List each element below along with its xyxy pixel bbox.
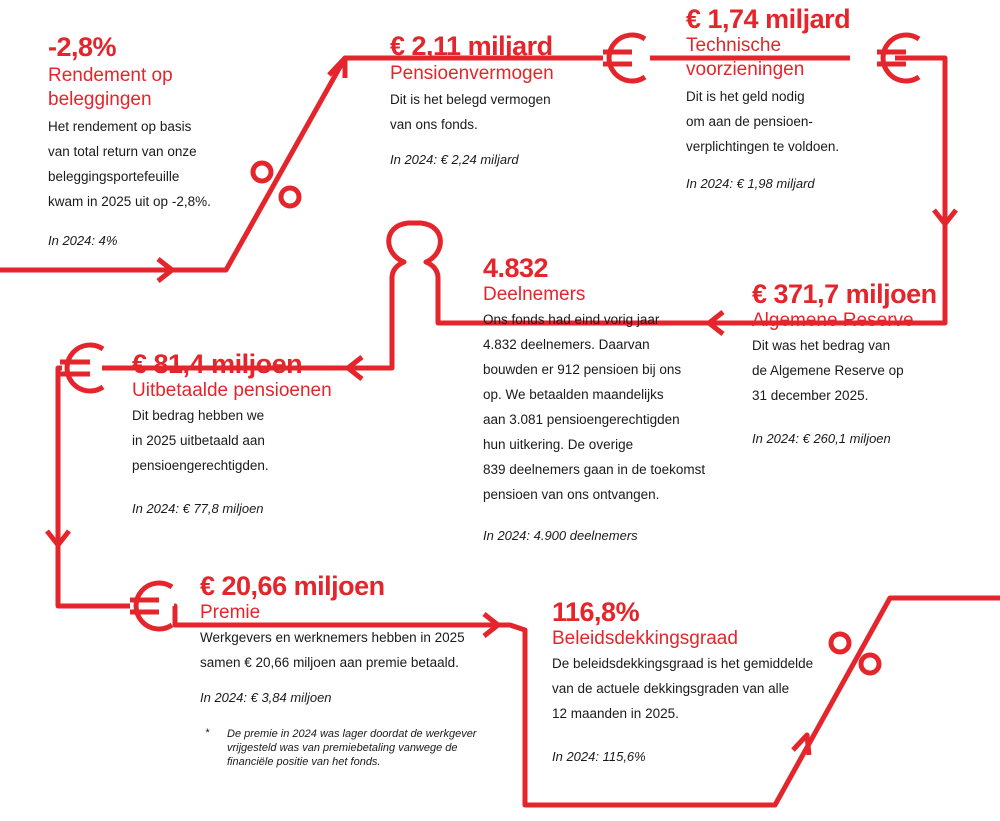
uitbetaalde-pensioenen-block bbox=[132, 349, 332, 518]
rendement-value: -2,8% bbox=[48, 32, 117, 62]
euro-icon bbox=[603, 35, 645, 81]
premie-value: € 20,66 miljoen bbox=[200, 571, 385, 601]
rendement-block bbox=[48, 32, 211, 250]
rendement-label: Rendement op beleggingen bbox=[48, 65, 173, 110]
premie-label: Premie bbox=[200, 602, 261, 623]
premie-block bbox=[200, 571, 465, 707]
premie-footnote: De premie in 2024 was lager doordat de werkgever vrijgesteld was van premiebetaling vanwege de financiële positie van het fonds. bbox=[227, 728, 477, 768]
algemene-reserve-previous: In 2024: € 260,1 miljoen bbox=[752, 431, 891, 446]
technische-voorzieningen-block bbox=[686, 4, 850, 193]
technische-voorzieningen-previous: In 2024: € 1,98 miljard bbox=[686, 176, 815, 191]
pensioenvermogen-value: € 2,11 miljard bbox=[390, 31, 553, 61]
premie-previous: In 2024: € 3,84 miljoen bbox=[200, 690, 332, 705]
technische-voorzieningen-text: Dit is het geld nodig om aan de pensioen- verplichtingen te voldoen. bbox=[686, 89, 840, 154]
pensioenvermogen-text: Dit is het belegd vermogen van ons fonds. bbox=[390, 92, 551, 132]
algemene-reserve-text: Dit was het bedrag van de Algemene Reserve op 31 december 2025. bbox=[752, 338, 904, 403]
uitbetaalde-pensioenen-previous: In 2024: € 77,8 miljoen bbox=[132, 501, 264, 516]
beleidsdekkingsgraad-text: De beleidsdekkingsgraad is het gemiddelde van de actuele dekkingsgraden van alle 12 maanden in 2025. bbox=[552, 656, 814, 721]
footnote-marker: * bbox=[205, 727, 210, 739]
euro-icon bbox=[130, 583, 172, 629]
beleidsdekkingsgraad-block bbox=[552, 597, 813, 766]
algemene-reserve-value: € 371,7 miljoen bbox=[752, 279, 937, 309]
deelnemers-block bbox=[483, 253, 705, 545]
pensioenvermogen-previous: In 2024: € 2,24 miljard bbox=[390, 152, 519, 167]
deelnemers-label: Deelnemers bbox=[483, 284, 586, 305]
uitbetaalde-pensioenen-value: € 81,4 miljoen bbox=[132, 349, 303, 379]
percent-icon bbox=[831, 634, 879, 673]
uitbetaalde-pensioenen-text: Dit bedrag hebben we in 2025 uitbetaald aan pensioengerechtigden. bbox=[132, 408, 269, 473]
euro-icon bbox=[60, 345, 103, 391]
deelnemers-value: 4.832 bbox=[483, 253, 549, 283]
premie-text: Werkgevers en werknemers hebben in 2025 samen € 20,66 miljoen aan premie betaald. bbox=[200, 630, 465, 670]
flow-line bbox=[58, 368, 130, 606]
deelnemers-previous: In 2024: 4.900 deelnemers bbox=[483, 528, 638, 543]
beleidsdekkingsgraad-value: 116,8% bbox=[552, 597, 640, 627]
beleidsdekkingsgraad-label: Beleidsdekkingsgraad bbox=[552, 628, 738, 649]
rendement-text: Het rendement op basis van total return van onze beleggingsportefeuille kwam in 2025 uit op -2,8%. bbox=[48, 119, 211, 209]
algemene-reserve-label: Algemene Reserve bbox=[752, 310, 914, 331]
uitbetaalde-pensioenen-label: Uitbetaalde pensioenen bbox=[132, 380, 332, 401]
pensioenvermogen-block bbox=[390, 31, 554, 169]
beleidsdekkingsgraad-previous: In 2024: 115,6% bbox=[552, 749, 646, 764]
pensioenvermogen-label: Pensioenvermogen bbox=[390, 63, 554, 84]
deelnemers-text: Ons fonds had eind vorig jaar 4.832 deelnemers. Daarvan bouwden er 912 pensioen bij ons op. We betaalden maandelijks aan 3.081 pensioengerechtigden hun uitkering. De overige 839 deelnemers gaan in de toekomst pensioen van ons ontvangen. bbox=[483, 312, 706, 502]
technische-voorzieningen-value: € 1,74 miljard bbox=[686, 4, 851, 34]
rendement-previous: In 2024: 4% bbox=[48, 233, 118, 248]
algemene-reserve-block bbox=[752, 279, 937, 448]
person-icon bbox=[389, 223, 441, 278]
technische-voorzieningen-label: Technische voorzieningen bbox=[686, 35, 805, 80]
